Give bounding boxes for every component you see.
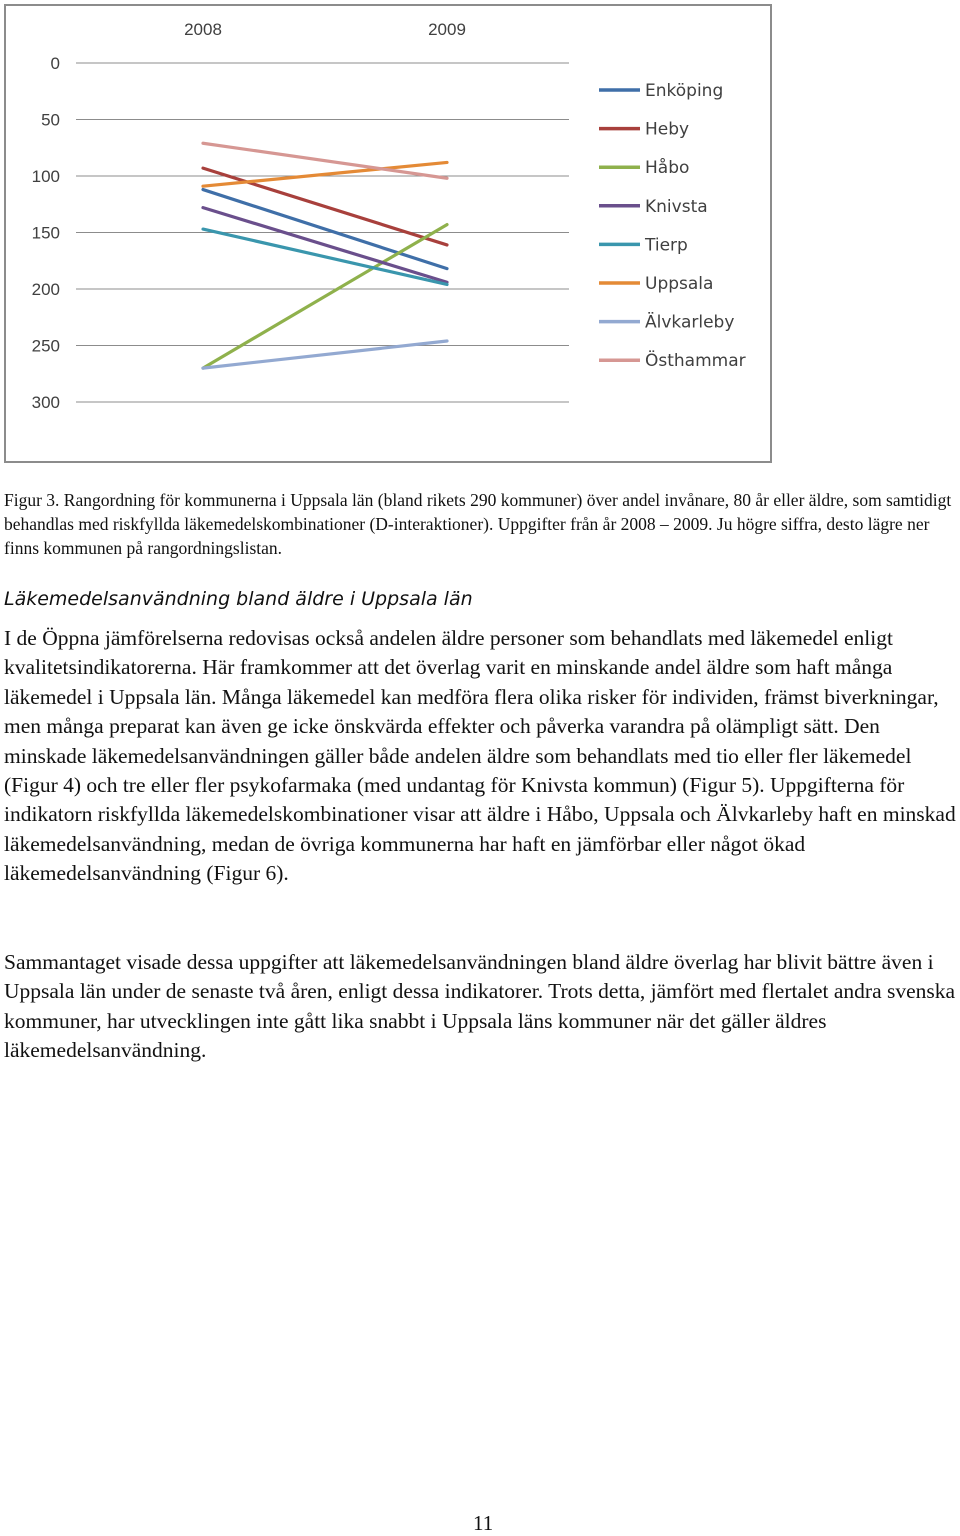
legend-label: Heby xyxy=(645,119,690,140)
y-tick-label: 150 xyxy=(31,223,60,243)
legend-label: Knivsta xyxy=(645,196,708,217)
legend-label: Östhammar xyxy=(645,351,746,372)
legend-label: Enköping xyxy=(645,81,724,101)
page-number: 11 xyxy=(473,1511,494,1535)
ranking-chart xyxy=(4,4,772,463)
legend-label: Håbo xyxy=(645,158,690,179)
chart-svg xyxy=(6,6,770,461)
series-line-heby xyxy=(203,168,447,245)
section-heading: Läkemedelsanvändning bland äldre i Uppsala län xyxy=(4,588,473,610)
y-tick-label: 0 xyxy=(50,54,60,73)
legend-label: Uppsala xyxy=(645,274,714,294)
x-category-label: 2008 xyxy=(184,20,222,39)
legend-label: Älvkarleby xyxy=(645,312,735,333)
body-paragraph-2: Sammantaget visade dessa uppgifter att läkemedelsanvändningen bland äldre överlag har blivit bättre även i Uppsala län under de senaste två åren, enligt dessa indikatorer. Trots detta, jämfört med flertalet andra svenska kommuner, har utvecklingen inte gått lika snabbt i Uppsala läns kommuner när det gäller äldres läkemedelsanvändning. xyxy=(4,950,956,1063)
body-paragraph-1: I de Öppna jämförelserna redovisas också andelen äldre personer som behandlats med läkemedel enligt kvalitetsindikatorerna. Här framkommer att det överlag varit en minskande andel äldre som haft många läkemedel i Uppsala län. Många läkemedel kan medföra flera olika risker för individen, främst biverkningar, men många preparat kan även ge icke önskvärda effekter och påverka varandra på olämpligt sätt. Den minskade läkemedelsanvändningen gäller både andelen äldre som behandlats med tio eller fler läkemedel (Figur 4) och tre eller fler psykofarmaka (med undantag för Knivsta kommun) (Figur 5). Uppgifterna för indikatorn riskfyllda läkemedelskombinationer visar att äldre i Håbo, Uppsala och Älvkarleby haft en minskad läkemedelsanvändning, medan de övriga kommunerna har haft en jämförbar eller något ökad läkemedelsanvändning (Figur 6). xyxy=(4,626,956,886)
legend-label: Tierp xyxy=(645,235,688,256)
figure-caption: Figur 3. Rangordning för kommunerna i Uppsala län (bland rikets 290 kommuner) över andel invånare, 80 år eller äldre, som samtidigt behandlas med riskfyllda läkemedelskombinationer (D-interaktioner). Uppgifter från år 2008 – 2009. Ju högre siffra, desto lägre ner finns kommunen på rangordningslistan. xyxy=(4,490,952,558)
y-tick-label: 100 xyxy=(31,167,60,186)
x-category-label: 2009 xyxy=(428,20,466,39)
y-tick-label: 200 xyxy=(31,280,60,299)
y-tick-label: 50 xyxy=(41,110,60,130)
y-tick-label: 300 xyxy=(31,393,60,412)
y-tick-label: 250 xyxy=(31,336,60,356)
